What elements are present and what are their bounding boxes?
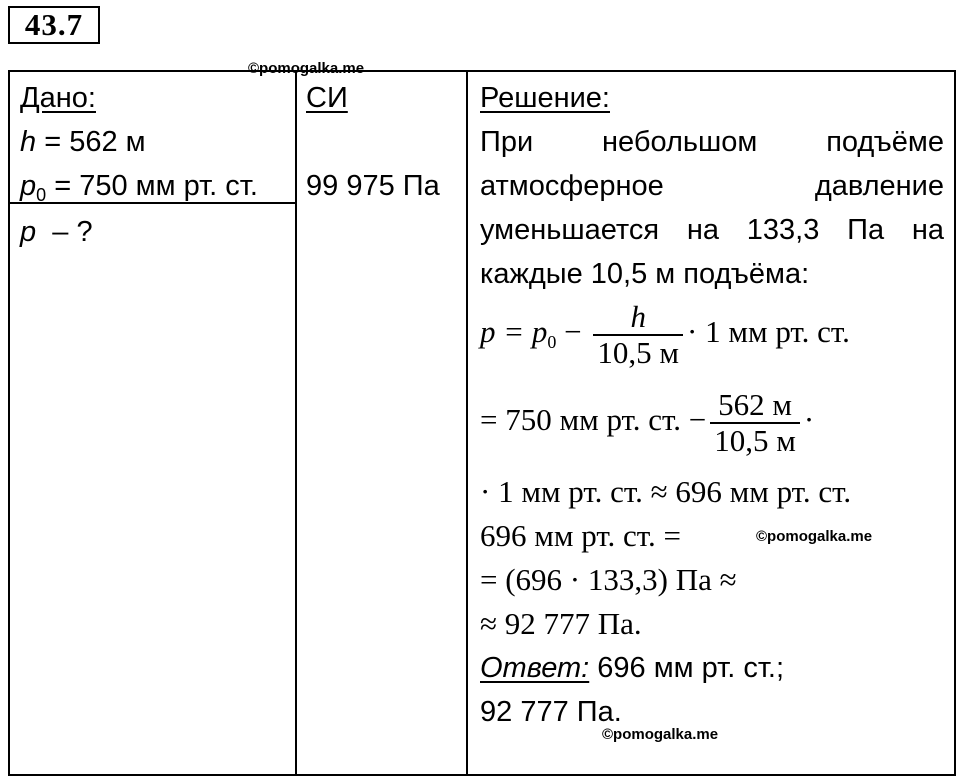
solution-text-line-3: уменьшается на 133,3 Па на [480, 214, 944, 246]
formula-2-right: · [803, 402, 815, 438]
fraction-numerator: 562 м [710, 388, 800, 424]
solution-text-line-1: При небольшом подъёме [480, 126, 944, 158]
fraction-denominator: 10,5 м [714, 423, 796, 458]
answer-label: Ответ: [480, 652, 590, 684]
p0-value: = 750 мм рт. ст. [46, 170, 258, 202]
answer-line-2: 92 777 Па. [480, 696, 622, 728]
h-symbol: h [20, 126, 37, 158]
problem-number: 43.7 [8, 6, 100, 44]
formula-6: ≈ 92 777 Па. [480, 606, 642, 641]
p0-symbol: p [20, 170, 37, 202]
solution-table [8, 70, 956, 776]
answer-line-1 [480, 646, 784, 690]
find-text: – ? [36, 216, 93, 248]
solution-text-line-2: атмосферное давление [480, 170, 944, 202]
formula-5: = (696 · 133,3) Па ≈ [480, 562, 737, 597]
formula-1-left: p = p [480, 314, 548, 350]
column-divider-si [295, 72, 297, 774]
fraction-denominator: 10,5 м [597, 335, 680, 370]
formula-2-left: = 750 мм рт. ст. − [480, 402, 707, 438]
given-height [20, 120, 146, 164]
formula-1-minus: − [556, 314, 590, 350]
watermark-top: ©pomogalka.me [248, 60, 365, 77]
given-header: Дано: [20, 82, 96, 114]
answer-value-1: 696 мм рт. ст.; [589, 652, 785, 684]
fraction-height-over-length [710, 388, 800, 458]
p0-subscript: 0 [36, 185, 47, 205]
watermark-bottom: ©pomogalka.me [602, 726, 719, 743]
si-header: СИ [306, 82, 348, 114]
formula-3: · 1 мм рт. ст. ≈ 696 мм рт. ст. [480, 474, 852, 509]
fraction-numerator: h [593, 300, 683, 336]
si-pressure-value: 99 975 Па [306, 170, 440, 202]
formula-1-sub: 0 [547, 332, 557, 353]
formula-1-right: · 1 мм рт. ст. [687, 314, 850, 350]
h-value: = 562 м [36, 126, 146, 158]
formula-4: 696 мм рт. ст. = [480, 518, 682, 553]
fraction-h-over-length [593, 300, 683, 370]
solution-text-line-4: каждые 10,5 м подъёма: [480, 258, 810, 290]
column-divider-solution [466, 72, 468, 774]
solution-header: Решение: [480, 82, 610, 114]
formula-1 [480, 300, 850, 370]
watermark-middle: ©pomogalka.me [756, 528, 873, 545]
find-item [20, 210, 93, 254]
formula-2 [480, 388, 814, 458]
find-symbol: p [20, 216, 37, 248]
